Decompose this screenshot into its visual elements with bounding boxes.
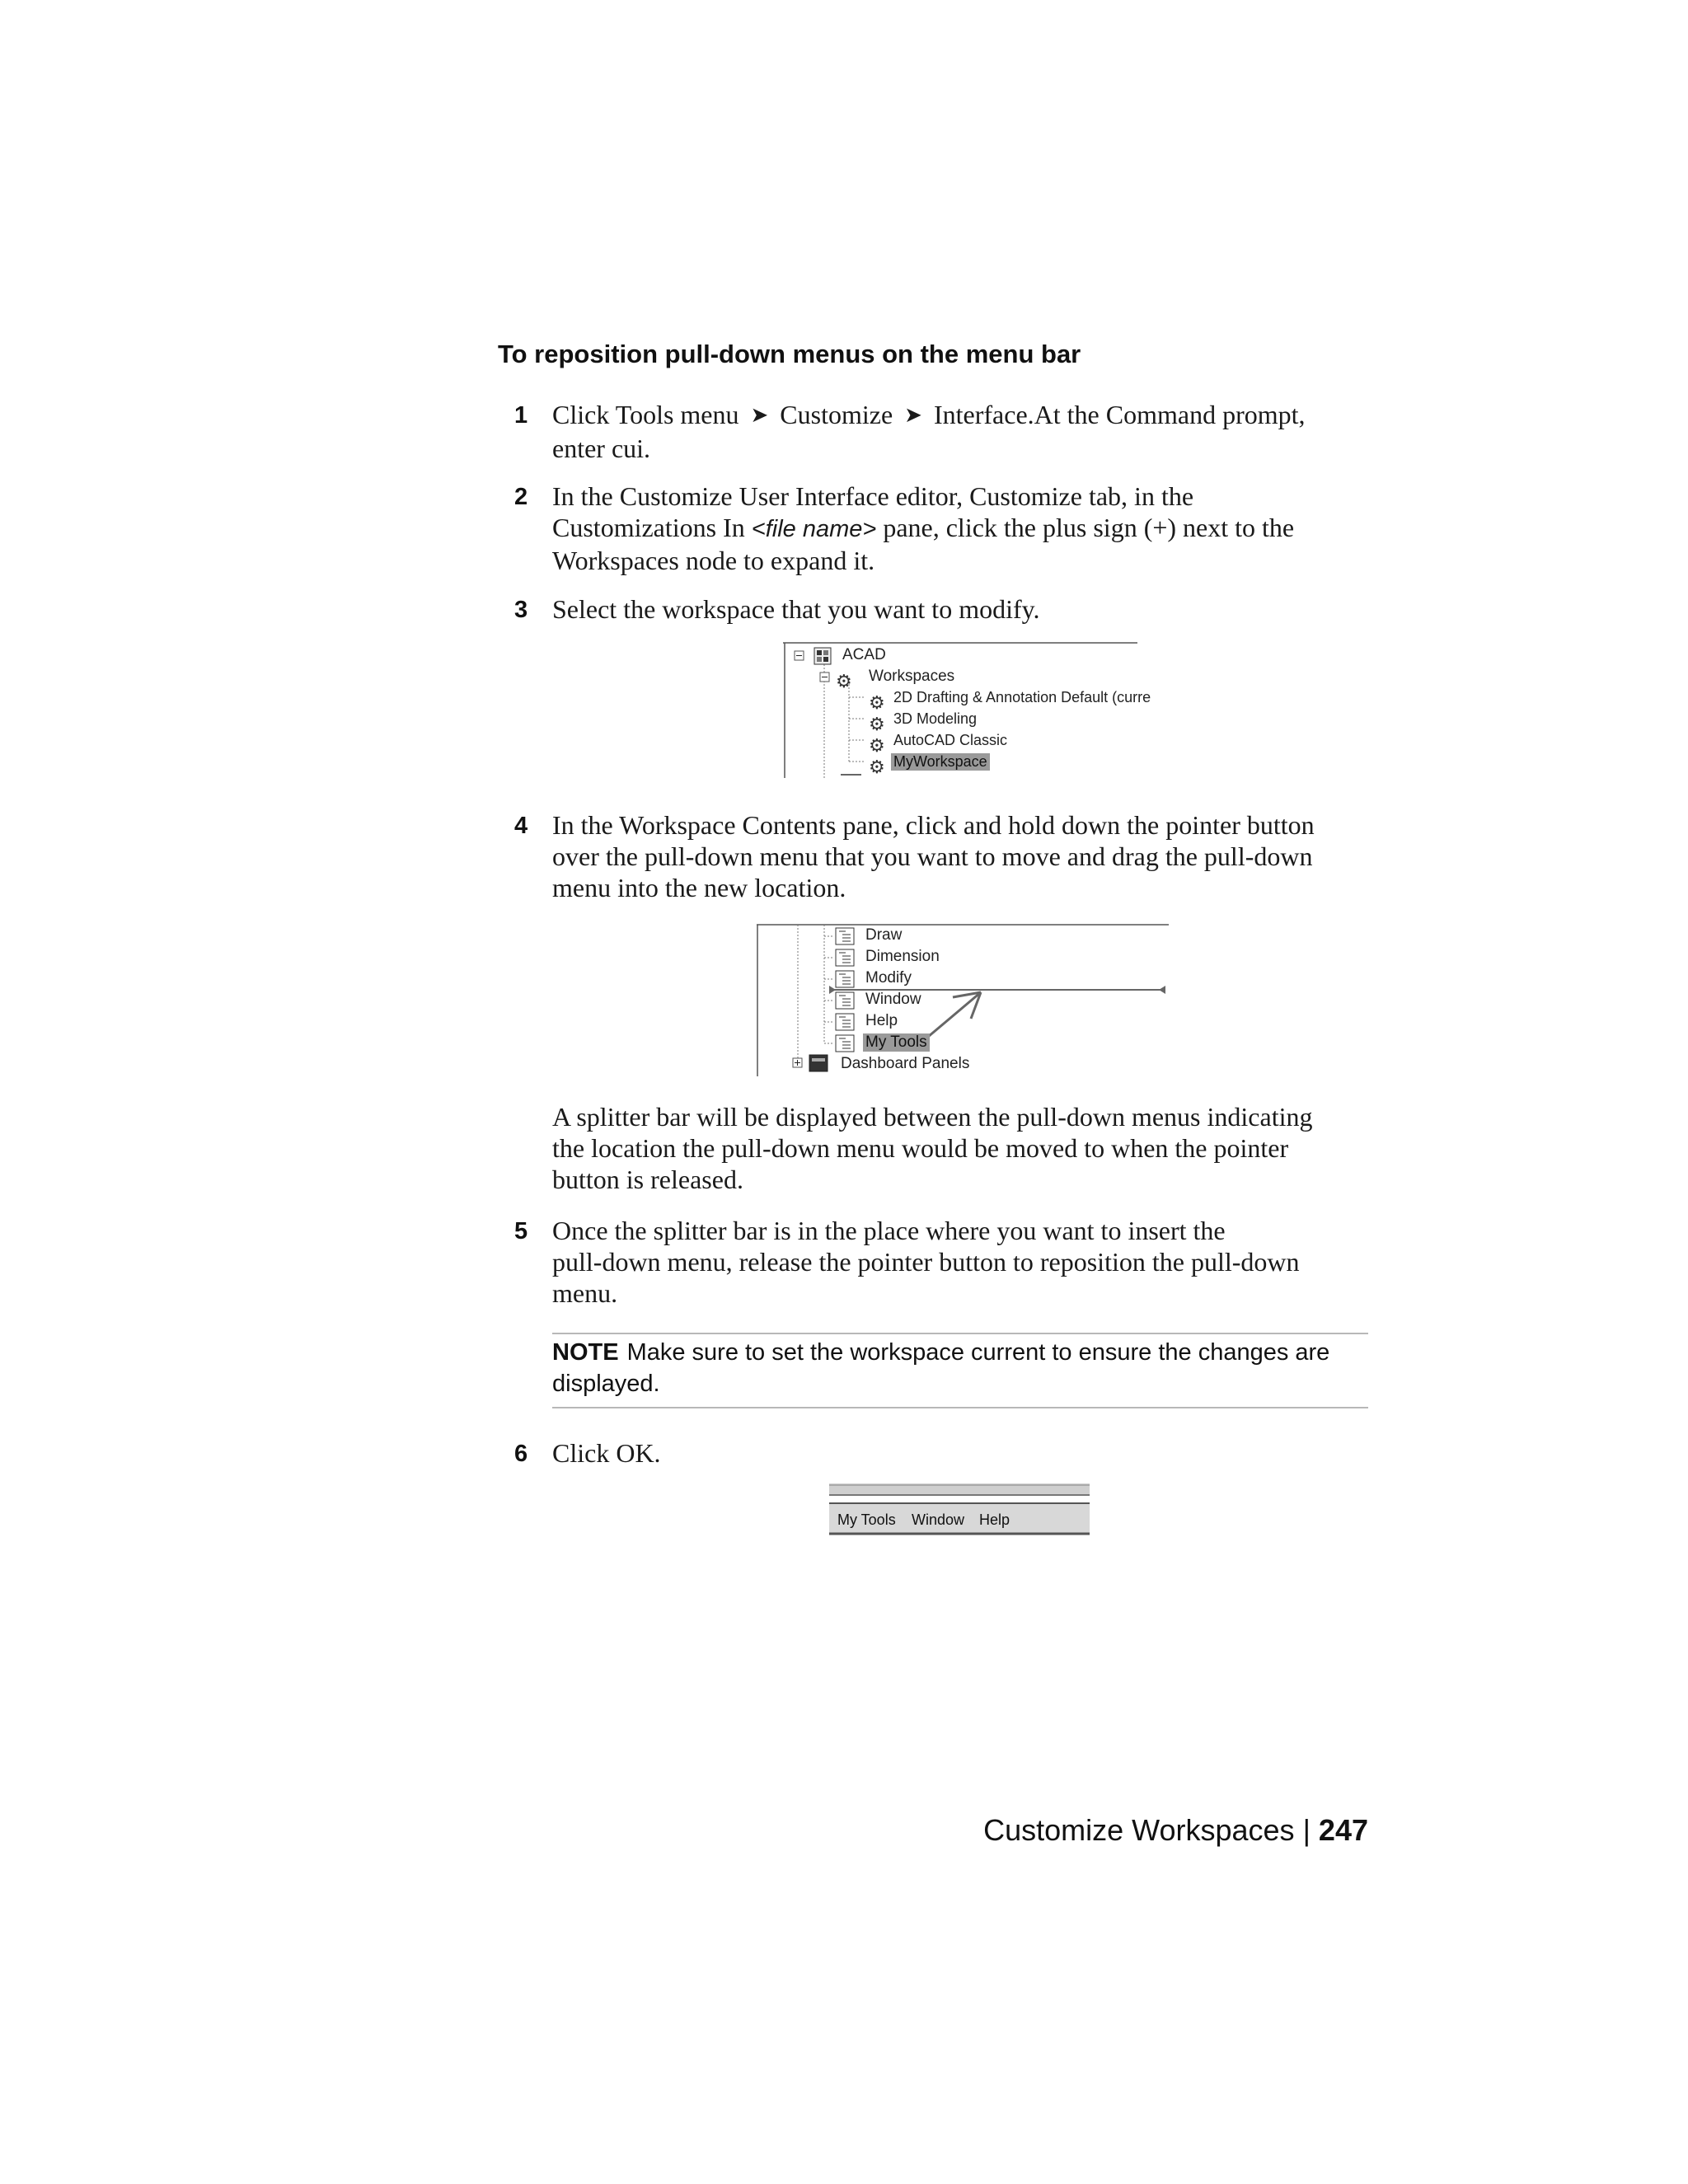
step-1-text — [552, 399, 1376, 464]
menu-item-help[interactable]: Help — [865, 1012, 898, 1029]
step-4-line-3: menu into the new location. — [552, 873, 846, 902]
step-number-6: 6 — [514, 1441, 528, 1467]
note-box — [552, 1337, 1368, 1399]
splitter-paragraph — [552, 1101, 1376, 1195]
menu-item-draw[interactable]: Draw — [865, 926, 903, 944]
gear-icon: ⚙ — [869, 735, 885, 756]
step-2-line-2-pre: Customizations In — [552, 513, 752, 542]
step-3-text: Select the workspace that you want to modify. — [552, 594, 1040, 624]
step-number-3: 3 — [514, 597, 528, 623]
splitter-line-1: A splitter bar will be displayed between the pull-down menus indicating — [552, 1102, 1313, 1132]
gear-icon: ⚙ — [869, 714, 885, 734]
step-5-line-1: Once the splitter bar is in the place where you want to insert the — [552, 1216, 1226, 1245]
menu-item-window[interactable]: Window — [865, 991, 921, 1008]
step-2-text — [552, 480, 1376, 576]
tree-item-2d-drafting[interactable]: 2D Drafting & Annotation Default (curre — [893, 689, 1151, 705]
menu-arrow-icon: ➤ — [904, 403, 922, 427]
tree-item-autocad-classic[interactable]: AutoCAD Classic — [893, 732, 1008, 748]
note-line-1: Make sure to set the workspace current to ensure the changes are — [626, 1339, 1330, 1366]
step-2-line-1: In the Customize User Interface editor, Customize tab, in the — [552, 481, 1194, 511]
menu-item-modify[interactable]: Modify — [865, 969, 912, 987]
gear-icon: ⚙ — [836, 671, 852, 691]
note-label: NOTE — [552, 1339, 619, 1366]
menubar-item-help[interactable]: Help — [979, 1511, 1010, 1528]
step-4-text — [552, 809, 1376, 903]
workspace-tree-screenshot — [783, 640, 1151, 778]
tree-item-3d-modeling[interactable]: 3D Modeling — [893, 710, 978, 727]
menu-item-dimension[interactable]: Dimension — [865, 948, 940, 965]
menubar-item-window[interactable]: Window — [912, 1511, 965, 1528]
tree-node-dashboard-panels[interactable]: Dashboard Panels — [841, 1055, 970, 1072]
gear-icon: ⚙ — [869, 757, 885, 777]
step-2-line-3: Workspaces node to expand it. — [552, 546, 875, 575]
tree-node-workspaces[interactable]: Workspaces — [869, 668, 955, 685]
splitter-line-2: the location the pull-down menu would be moved to when the pointer — [552, 1133, 1289, 1163]
menu-item-my-tools[interactable]: My Tools — [863, 1033, 930, 1052]
tree-item-myworkspace[interactable]: MyWorkspace — [891, 753, 990, 771]
step-5-line-3: menu. — [552, 1278, 618, 1308]
menubar-item-my-tools[interactable]: My Tools — [837, 1511, 896, 1528]
step-1-line-2: enter cui. — [552, 434, 651, 463]
page-number: 247 — [1318, 1813, 1368, 1847]
step-4-line-1: In the Workspace Contents pane, click and hold down the pointer button — [552, 810, 1315, 840]
note-line-2: displayed. — [552, 1371, 660, 1397]
step-number-1: 1 — [514, 402, 528, 429]
page-footer — [983, 1813, 1368, 1848]
splitter-line-3: button is released. — [552, 1165, 743, 1194]
contents-tree-lines — [757, 923, 1169, 1076]
step-2-line-2-post: pane, click the plus sign (+) next to the — [876, 513, 1295, 542]
footer-separator: | — [1302, 1813, 1311, 1847]
step-1-part-1: Click Tools menu — [552, 400, 739, 429]
step-5-line-2: pull-down menu, release the pointer button to reposition the pull-down — [552, 1247, 1300, 1277]
gear-icon: ⚙ — [869, 692, 885, 713]
note-top-rule — [552, 1333, 1368, 1334]
step-number-2: 2 — [514, 484, 528, 510]
step-4-line-2: over the pull-down menu that you want to move and drag the pull-down — [552, 841, 1313, 871]
tree-root-acad[interactable]: ACAD — [842, 646, 886, 663]
step-1-part-2: Customize — [780, 400, 893, 429]
section-heading: To reposition pull-down menus on the menu bar — [498, 340, 1081, 368]
workspace-contents-screenshot — [757, 923, 1169, 1076]
footer-title: Customize Workspaces — [983, 1813, 1295, 1847]
menubar-screenshot — [829, 1483, 1090, 1536]
file-name-placeholder: <file name> — [751, 516, 877, 542]
note-bottom-rule — [552, 1407, 1368, 1408]
step-6-text: Click OK. — [552, 1438, 661, 1468]
menu-arrow-icon: ➤ — [750, 403, 769, 427]
step-1-part-3: Interface.At the Command prompt, — [933, 400, 1306, 429]
step-number-4: 4 — [514, 813, 528, 839]
step-number-5: 5 — [514, 1218, 528, 1244]
step-5-text — [552, 1215, 1376, 1309]
